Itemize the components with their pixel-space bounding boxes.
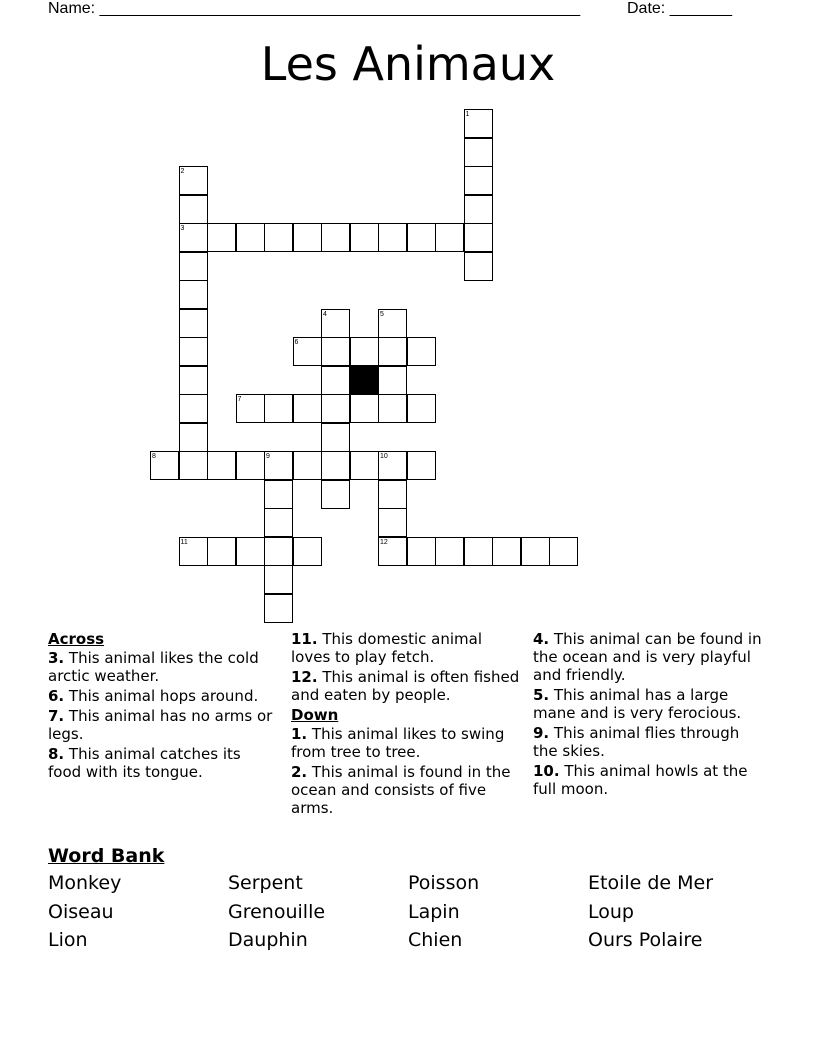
word-bank-item: Lapin	[408, 900, 460, 923]
grid-cell[interactable]	[236, 394, 265, 423]
grid-cell[interactable]	[378, 537, 407, 566]
clue-number: 10.	[533, 762, 560, 780]
grid-cell[interactable]	[321, 309, 350, 338]
grid-cell[interactable]	[464, 252, 493, 281]
clue-item	[291, 630, 521, 666]
clue-text: This animal flies through the skies.	[533, 724, 740, 760]
clue-number: 1.	[291, 725, 308, 743]
clue-number: 3.	[48, 649, 65, 667]
clue-number: 11	[180, 538, 188, 546]
grid-cell[interactable]	[236, 451, 265, 480]
clue-item	[291, 725, 521, 761]
grid-cell[interactable]	[236, 223, 265, 252]
clue-text: This animal has no arms or legs.	[48, 707, 273, 743]
clue-item	[291, 763, 521, 817]
word-bank-item: Monkey	[48, 872, 122, 894]
clue-item	[48, 707, 278, 743]
date-field-label: Date: _______	[627, 0, 732, 17]
clue-number: 11.	[291, 630, 318, 648]
clue-text: This animal catches its food with its tongue.	[48, 745, 241, 781]
grid-cell[interactable]	[407, 223, 436, 252]
grid-cell[interactable]	[435, 537, 464, 566]
clue-number: 9.	[533, 724, 550, 742]
word-bank-item: Dauphin	[228, 929, 308, 951]
clue-text: This animal is often fished and eaten by people.	[291, 668, 520, 704]
grid-cell[interactable]	[179, 366, 208, 395]
clue-text: This animal likes the cold arctic weather.	[48, 649, 259, 685]
grid-cell[interactable]	[492, 537, 521, 566]
grid-cell[interactable]	[179, 166, 208, 195]
grid-cell[interactable]	[293, 223, 322, 252]
clue-item	[48, 745, 278, 781]
clue-item	[48, 687, 278, 705]
grid-cell[interactable]	[293, 337, 322, 366]
clue-number: 2	[180, 168, 185, 175]
grid-cell[interactable]	[378, 309, 407, 338]
word-bank-item: Chien	[408, 929, 463, 951]
grid-cell[interactable]	[435, 223, 464, 252]
grid-cell[interactable]	[264, 480, 293, 509]
clue-text: This animal likes to swing from tree to tree.	[291, 725, 505, 761]
grid-cell[interactable]	[350, 337, 379, 366]
clue-number: 2.	[291, 763, 308, 781]
grid-cell[interactable]	[321, 366, 350, 395]
word-bank-item: Lion	[48, 929, 88, 951]
grid-cell[interactable]	[264, 508, 293, 537]
word-bank-item: Etoile de Mer	[588, 872, 714, 894]
grid-cell[interactable]	[179, 451, 208, 480]
grid-cell[interactable]	[350, 451, 379, 480]
clue-item	[48, 649, 278, 685]
grid-cell[interactable]	[179, 252, 208, 281]
clue-number: 12	[380, 538, 388, 546]
grid-cell[interactable]	[321, 451, 350, 480]
grid-cell[interactable]	[350, 223, 379, 252]
page-title: Les Animaux	[260, 37, 556, 91]
clue-number: 10	[380, 453, 388, 460]
grid-cell[interactable]	[264, 565, 293, 594]
grid-cell[interactable]	[236, 537, 265, 566]
clue-item	[533, 724, 763, 760]
grid-cell[interactable]	[378, 366, 407, 395]
clue-text: This animal can be found in the ocean and is very playful and friendly.	[533, 630, 762, 684]
word-bank-item: Oiseau	[48, 900, 114, 923]
grid-cell[interactable]	[521, 537, 550, 566]
clue-number: 6.	[48, 687, 65, 705]
clue-number: 3	[180, 225, 185, 232]
grid-cell[interactable]	[321, 394, 350, 423]
grid-cell[interactable]	[207, 451, 236, 480]
grid-cell[interactable]	[464, 537, 493, 566]
clues-column-2	[291, 630, 521, 819]
grid-cell[interactable]	[464, 195, 493, 224]
grid-cell[interactable]	[207, 537, 236, 566]
grid-cell[interactable]	[464, 138, 493, 167]
grid-cell[interactable]	[207, 223, 236, 252]
grid-cell[interactable]	[378, 337, 407, 366]
grid-cell[interactable]	[321, 337, 350, 366]
grid-cell[interactable]	[407, 537, 436, 566]
grid-cell[interactable]	[464, 223, 493, 252]
grid-cell[interactable]	[407, 394, 436, 423]
grid-cell[interactable]	[407, 337, 436, 366]
word-bank-item: Poisson	[408, 872, 480, 894]
clue-item	[291, 668, 521, 704]
clue-number: 6	[294, 339, 299, 346]
grid-cell[interactable]	[264, 394, 293, 423]
grid-cell[interactable]	[264, 537, 293, 566]
across-heading: Across	[48, 630, 105, 648]
grid-cell[interactable]	[378, 223, 407, 252]
word-bank-item: Loup	[588, 900, 634, 923]
grid-cell[interactable]	[464, 109, 493, 138]
grid-cell[interactable]	[179, 280, 208, 309]
clue-text: This animal is found in the ocean and consists of five arms.	[291, 763, 511, 817]
grid-cell[interactable]	[264, 223, 293, 252]
grid-cell[interactable]	[179, 337, 208, 366]
clue-number: 9	[266, 453, 270, 460]
name-field-label: Name: ______________________________________________________	[48, 0, 581, 17]
clue-number: 4	[323, 310, 327, 318]
grid-cell[interactable]	[179, 537, 208, 566]
clue-item	[533, 630, 763, 684]
clue-number: 7.	[48, 707, 65, 725]
clue-number: 5	[380, 310, 384, 318]
clue-item	[533, 686, 763, 722]
clue-number: 5.	[533, 686, 550, 704]
clue-number: 4.	[533, 630, 550, 648]
header	[0, 0, 816, 20]
grid-cell[interactable]	[179, 309, 208, 338]
clues-column-3	[533, 630, 763, 800]
clues-column-1	[48, 630, 278, 783]
grid-cell[interactable]	[179, 223, 208, 252]
grid-cell[interactable]	[179, 195, 208, 224]
clue-text: This animal hops around.	[64, 687, 259, 705]
clue-number: 8.	[48, 745, 65, 763]
clue-number: 8	[152, 453, 156, 460]
grid-cell[interactable]	[179, 394, 208, 423]
grid-cell[interactable]	[378, 480, 407, 509]
clue-text: This animal howls at the full moon.	[533, 762, 748, 798]
grid-cell[interactable]	[179, 423, 208, 452]
grid-cell[interactable]	[150, 451, 179, 480]
word-bank-item: Ours Polaire	[588, 929, 703, 951]
clue-number: 1	[465, 111, 470, 118]
clue-text: This animal has a large mane and is very ferocious.	[533, 686, 742, 722]
clue-item	[533, 762, 763, 798]
grid-cell[interactable]	[549, 537, 578, 566]
grid-cell[interactable]	[464, 166, 493, 195]
clue-text: This domestic animal loves to play fetch.	[291, 630, 483, 666]
grid-cell[interactable]	[321, 480, 350, 509]
grid-cell[interactable]	[293, 537, 322, 566]
clue-number: 7	[237, 396, 242, 403]
word-bank-item: Grenouille	[228, 900, 326, 923]
grid-cell[interactable]	[293, 394, 322, 423]
grid-cell[interactable]	[264, 451, 293, 480]
black-cell	[350, 366, 379, 395]
word-bank-item: Serpent	[228, 872, 303, 894]
clue-number: 12.	[291, 668, 318, 686]
grid-cell[interactable]	[378, 508, 407, 537]
down-heading: Down	[291, 706, 339, 724]
grid-cell[interactable]	[321, 423, 350, 452]
grid-cell[interactable]	[378, 451, 407, 480]
grid-cell[interactable]	[321, 223, 350, 252]
grid-cell[interactable]	[407, 451, 436, 480]
word-bank-title: Word Bank	[48, 845, 165, 867]
grid-cell[interactable]	[264, 594, 293, 623]
grid-cell[interactable]	[378, 394, 407, 423]
grid-cell[interactable]	[350, 394, 379, 423]
grid-cell[interactable]	[293, 451, 322, 480]
